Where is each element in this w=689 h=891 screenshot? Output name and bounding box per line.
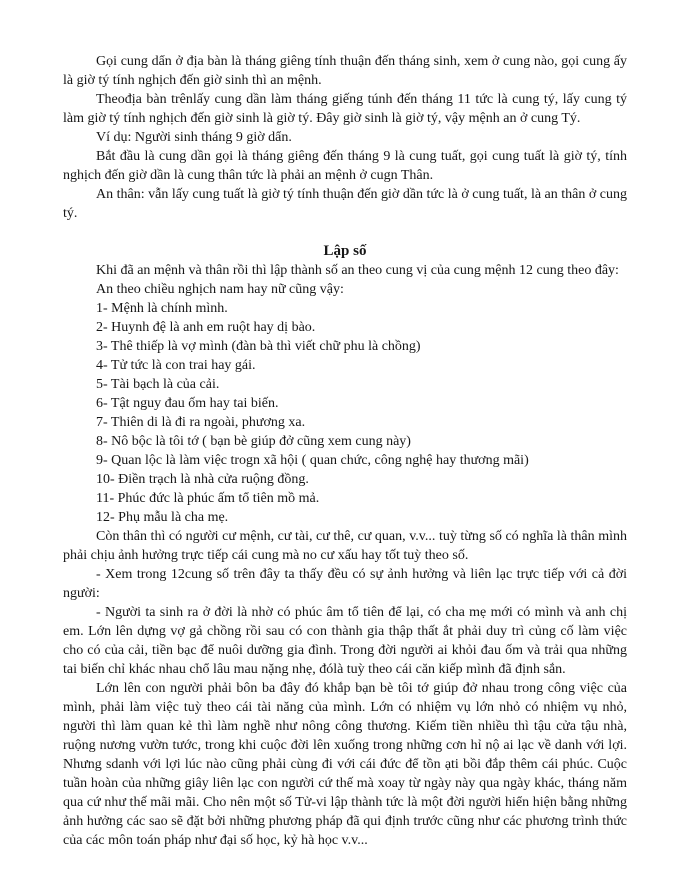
list-item-6-tat-nguy: 6- Tật nguy đau ốm hay tai biến. — [96, 396, 279, 411]
list-item-11-phuc-duc: 11- Phúc đức là phúc ấm tổ tiên mồ mả. — [96, 491, 320, 506]
list-item-4-tu-tuc: 4- Tử tức là con trai hay gái. — [96, 358, 256, 373]
paragraph-vi-du: Ví dụ: Người sinh tháng 9 giờ dẩn. — [96, 130, 292, 145]
list-item-9-quan-loc: 9- Quan lộc là làm việc trogn xã hội ( quan chức, công nghệ hay thương mãi) — [96, 453, 529, 468]
list-item-12-phu-mau: 12- Phụ mẫu là cha mẹ. — [96, 510, 229, 525]
list-item-8-no-boc: 8- Nô bộc là tôi tớ ( bạn bè giúp đở cũng xem cung này) — [96, 434, 411, 449]
paragraph-lapso-intro-2: An theo chiều nghịch nam hay nữ cũng vậy: — [96, 282, 344, 297]
section-heading-lap-so: Lập số — [323, 243, 367, 259]
list-item-3-the-thiep: 3- Thê thiếp là vợ mình (đàn bà thì viết chữ phu là chồng) — [96, 339, 421, 354]
paragraph-xem-trong-12-cung: - Xem trong 12cung số trên đây ta thấy đều có sự ảnh hưởng và liên lạc trực tiếp với cả đời người: — [63, 567, 627, 601]
list-item-10-dien-trach: 10- Điền trạch là nhà cửa ruộng đồng. — [96, 472, 309, 487]
paragraph-bat-dau: Bắt đầu là cung dần gọi là tháng giêng đến tháng 9 là cung tuất, gọi cung tuất là giờ tý, tính nghịch đến giờ dần là cung thân tức là phải an mệnh ở cugn Thân. — [63, 149, 627, 183]
paragraph-an-than: An thân: vẫn lấy cung tuất là giờ tý tính thuận đến giờ dần tức là ở cung tuất, là an thân ở cung tý. — [63, 187, 627, 221]
list-item-7-thien-di: 7- Thiên di là đi ra ngoài, phương xa. — [96, 415, 306, 430]
paragraph-dia-ban-example: Theođịa bàn trênlấy cung dần làm tháng giếng túnh đến tháng 11 tức là cung tý, lấy cung tý làm giờ tý tính nghịch đến giờ sinh là giờ tý. Đây giờ sinh là giờ tý, vậy mệnh an ở cung Tý. — [63, 92, 627, 126]
paragraph-nguoi-ta-sinh-ra: - Người ta sinh ra ở đời là nhờ có phúc âm tổ tiên để lại, có cha mẹ mới có mình và anh chị em. Lớn lên dựng vợ gả chồng rồi sau có con thành gia thập thất ắt phải duy trì củng cố làm việc cho có của cải, tiền bạc để nuôi dưỡng gia đình. Trong đời người ai khỏi đau ốm và trải qua những tai biến chỉ khác nhau chổ lâu mau nặng nhẹ, đólà tuỳ theo cái căn kiếp mình đã định sắn. — [63, 605, 627, 677]
paragraph-lapso-intro-1: Khi đã an mệnh và thân rồi thì lập thành số an theo cung vị của cung mệnh 12 cung theo đây: — [96, 263, 619, 278]
list-item-2-huynh-de: 2- Huynh đệ là anh em ruột hay dị bào. — [96, 320, 316, 335]
paragraph-con-than: Còn thân thì có người cư mệnh, cư tài, cư thê, cư quan, v.v... tuỳ từng số có nghĩa là thân mình phải chịu ảnh hưởng trực tiếp cái cung mà no cư xấu hay tốt tuỳ theo số. — [63, 529, 627, 563]
list-item-5-tai-bach: 5- Tài bạch là của cải. — [96, 377, 220, 392]
list-item-1-menh: 1- Mệnh là chính mình. — [96, 301, 228, 316]
paragraph-an-menh-rule: Gọi cung dẩn ở địa bàn là tháng giêng tính thuận đến tháng sinh, xem ở cung nào, gọi cung ấy là giờ tý tính nghịch đến giờ sinh thì an mệnh. — [63, 54, 627, 88]
paragraph-lon-len-con-nguoi: Lớn lên con người phải bôn ba đây đó khắp bạn bè tôi tớ giúp đở nhau trong công việc của mình, phải làm việc tuỳ theo cái tài năng của mình. Lớn có nhiệm vụ lớn nhỏ có nhiệm vụ nhỏ, người thì làm quan kẻ thì làm nghề như nông công thương. Kiếm tiền nhiều thì tậu cửa tậu nhà, ruộng nương vườn tước, trong khi cuộc đời lên xuống trong những cơn hỉ nộ ai lạc về danh với lợi. Nhưng sdanh với lợi lúc nào cũng phải cùng đi với cái đức để tồn ạti bồi đắp thêm cái phúc. Cuộc tuần hoàn của những giây liên lạc con người cứ thế mà xoay từ ngày này qua ngày khác, tháng năm qua cứ như thế mãi mãi. Cho nên một số Tử-vi lập thành tức là một đời người hiển hiện bằng những ảnh hưởng các sao sẽ đặt bởi những phương pháp đã qui định trước cũng như các phương trình thức của các môn toán pháp như đại số học, kỷ hà học v.v... — [63, 681, 627, 848]
